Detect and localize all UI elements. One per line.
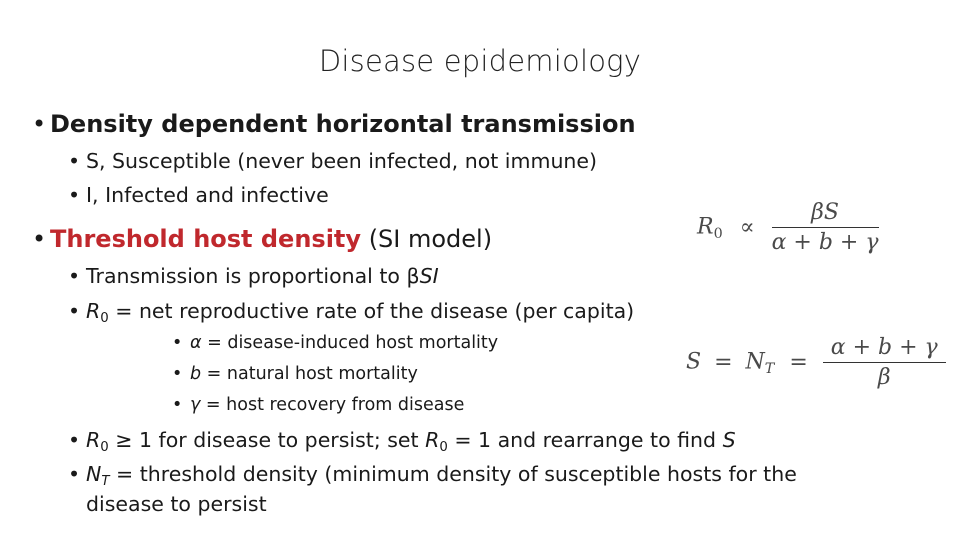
f2-denominator: β (877, 365, 891, 390)
f2-sub: T (764, 360, 775, 377)
bullet-alpha (172, 333, 498, 353)
bullet-transmission (68, 264, 439, 288)
persist-s: S (722, 428, 736, 452)
f1-r: R (697, 214, 714, 240)
f2-numerator: α + b + γ (823, 335, 946, 363)
f1-sub: 0 (713, 225, 723, 242)
b-var: b (190, 364, 202, 384)
bullet-dot: • (68, 264, 81, 288)
threshold-rest: (SI model) (361, 225, 493, 253)
bullet-nt (68, 462, 797, 489)
persist-sub: 0 (100, 439, 109, 455)
bullet-dot: • (68, 149, 81, 173)
gamma-text: = host recovery from disease (200, 395, 465, 415)
bullet-density (32, 110, 636, 138)
persist-mid: ≥ 1 for disease to persist; set (108, 428, 426, 452)
bullet-dot: • (172, 333, 183, 353)
infected-text: I, Infected and infective (86, 183, 329, 207)
alpha-text: = disease-induced host mortality (201, 333, 499, 353)
persist-r0-2: R (425, 428, 440, 452)
threshold-highlight: Threshold host density (50, 225, 362, 253)
f1-denominator: α + b + γ (771, 230, 879, 255)
gamma-var: γ (190, 395, 201, 415)
bullet-gamma (172, 395, 464, 415)
bullet-r0 (68, 299, 635, 326)
bullet-dot: • (32, 225, 47, 253)
bullet-dot: • (68, 462, 81, 486)
susceptible-text: S, Susceptible (never been infected, not immune) (86, 149, 598, 173)
bullet-dot: • (68, 428, 81, 452)
bullet-dot: • (172, 364, 183, 384)
b-text: = natural host mortality (201, 364, 418, 384)
nt-symbol: N (86, 462, 102, 486)
persist-sub-2: 0 (439, 439, 448, 455)
f2-n: N (745, 349, 765, 375)
formula-threshold (686, 335, 946, 390)
bullet-b (172, 364, 418, 384)
bullet-dot: • (172, 395, 183, 415)
f1-fraction (772, 200, 879, 255)
slide-title: Disease epidemiology (318, 44, 642, 78)
f2-s: S (686, 349, 702, 375)
nt-subscript: T (101, 473, 110, 489)
r0-symbol: R (86, 299, 101, 323)
f2-fraction (823, 335, 946, 390)
f1-numerator: βS (772, 200, 879, 228)
persist-r0: R (86, 428, 101, 452)
nt-text: = threshold density (minimum density of susceptible hosts for the (109, 462, 797, 486)
bullet-persist (68, 428, 736, 455)
bullet-dot: • (68, 183, 81, 207)
bullet-threshold (32, 225, 492, 253)
transmission-si: SI (419, 264, 439, 288)
alpha-var: α (190, 333, 202, 353)
bullet-dot: • (32, 110, 47, 138)
f2-eq2: = (789, 349, 808, 375)
bullet-susceptible (68, 149, 597, 173)
persist-mid-2: = 1 and rearrange to find (447, 428, 723, 452)
bullet-infected (68, 183, 329, 207)
density-text: Density dependent horizontal transmission (50, 110, 636, 138)
f1-relation: ∝ (739, 214, 755, 240)
r0-subscript: 0 (100, 310, 109, 326)
f2-eq1: = (714, 349, 733, 375)
nt-continuation: disease to persist (86, 492, 267, 516)
formula-r0 (697, 200, 879, 255)
transmission-text: Transmission is proportional to β (86, 264, 420, 288)
bullet-dot: • (68, 299, 81, 323)
r0-text: = net reproductive rate of the disease (per capita) (108, 299, 635, 323)
